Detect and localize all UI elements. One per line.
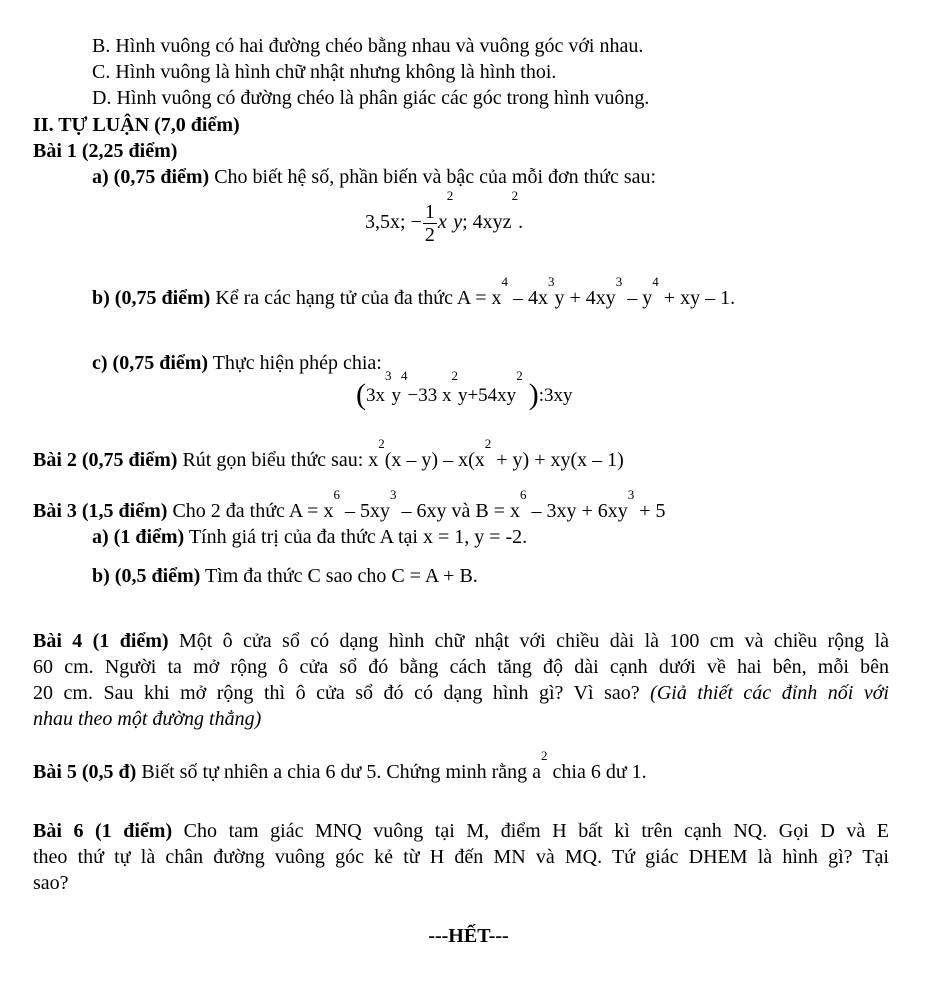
- t: 20 cm. Sau khi mở rộng thì ô cửa sổ đó có dạng hình gì? Vì sao?: [33, 682, 651, 704]
- bai6-line3: sao?: [33, 872, 69, 894]
- choice-d: D. Hình vuông có đường chéo là phân giác các góc trong hình vuông.: [92, 87, 650, 109]
- bai1-b: [92, 274, 736, 310]
- bai2: [33, 436, 624, 472]
- bai3: [33, 487, 666, 523]
- bai1-a-text: Cho biết hệ số, phần biến và bậc của mỗi đơn thức sau:: [209, 166, 657, 188]
- t: – y: [622, 287, 653, 309]
- exp: 6: [333, 487, 340, 502]
- choice-c: C. Hình vuông là hình chữ nhật nhưng không là hình thoi.: [92, 61, 557, 83]
- fraction-den: 2: [424, 223, 435, 246]
- bai5: [33, 748, 647, 784]
- bai6-line1: [33, 819, 889, 843]
- bai3-b-label: b) (0,5 điểm): [92, 565, 201, 587]
- exp: 2: [378, 436, 385, 451]
- t: −33 x: [407, 385, 452, 406]
- t: Rút gọn biểu thức sau: x: [177, 449, 379, 471]
- bai3-a-label: a) (1 điểm): [92, 526, 185, 548]
- exp: 2: [511, 188, 519, 203]
- t: y+54xy: [457, 385, 517, 406]
- bai3-a: [92, 525, 527, 549]
- formula-part: x: [437, 211, 447, 233]
- exp: 4: [652, 274, 659, 289]
- bai1-b-label: b) (0,75 điểm): [92, 287, 211, 309]
- section-title: II. TỰ LUẬN (7,0 điểm): [33, 114, 240, 136]
- bai6-label: Bài 6 (1 điểm): [33, 820, 173, 842]
- exp: 4: [401, 368, 408, 383]
- exp: 2: [446, 188, 454, 203]
- t: (x – y) – x(x: [384, 449, 485, 471]
- t: Tính giá trị của đa thức A tại x = 1, y = -2.: [184, 526, 528, 548]
- t: – 5xy: [339, 500, 390, 522]
- bai4-line4: nhau theo một đường thẳng): [33, 708, 262, 730]
- bai1-c-label: c) (0,75 điểm): [92, 352, 209, 374]
- bai1-a-formula: 3,5x; − $\frac{1}{2}$ $x^2y$; 4xyz$^2$.: [365, 188, 524, 246]
- bai3-b: [92, 564, 478, 588]
- t: – 6xy và B = x: [396, 500, 520, 522]
- fraction-num: 1: [424, 200, 435, 223]
- bai5-label: Bài 5 (0,5 đ): [33, 761, 137, 783]
- choice-b: B. Hình vuông có hai đường chéo bằng nhau và vuông góc với nhau.: [92, 35, 644, 57]
- formula-part: 3,5x; −: [365, 211, 422, 233]
- exp: 6: [519, 487, 527, 502]
- bai1-c: [92, 351, 382, 375]
- exp: 2: [484, 436, 492, 451]
- bai4-label: Bài 4 (1 điểm): [33, 630, 169, 652]
- t: :3xy: [538, 385, 573, 406]
- t: Một ô cửa sổ có dạng hình chữ nhật với chiều dài là 100 cm và chiều rộng là: [168, 630, 890, 652]
- t: – 4x: [508, 287, 549, 309]
- fraction: [423, 201, 437, 246]
- bai4-line3: [33, 681, 889, 705]
- bai4-line2: 60 cm. Người ta mở rộng ô cửa sổ đó bằng cách tăng độ dài cạnh dưới về hai bên, mỗi bên: [33, 656, 889, 678]
- t: + y) + xy(x – 1): [491, 449, 624, 471]
- t: – 3xy + 6xy: [526, 500, 628, 522]
- exp: 2: [516, 368, 523, 383]
- bai2-label: Bài 2 (0,75 điểm): [33, 449, 178, 471]
- exp: 3: [615, 274, 623, 289]
- t: Biết số tự nhiên a chia 6 dư 5. Chứng minh rằng a: [136, 761, 542, 783]
- t: + xy – 1.: [658, 287, 736, 309]
- bai6-line2: theo thứ tự là chân đường vuông góc kẻ từ H đến MN và MQ. Tứ giác DHEM là hình gì? Tại: [33, 846, 889, 868]
- end-marker: ---HẾT---: [428, 925, 509, 947]
- bai1-title: Bài 1 (2,25 điểm): [33, 140, 178, 162]
- t: Cho tam giác MNQ vuông tại M, điểm H bất kì trên cạnh NQ. Gọi D và E: [172, 820, 890, 842]
- t: y + 4xy: [554, 287, 616, 309]
- t: Cho 2 đa thức A = x: [167, 500, 334, 522]
- bai1-c-formula: ($3x^3y^4-33$ $x^2y+54xy^2$ ):3xy: [356, 368, 573, 411]
- t: Tìm đa thức C sao cho C = A + B.: [200, 565, 478, 587]
- exp: 2: [541, 748, 548, 763]
- t: (Giả thiết các đỉnh nối với: [650, 682, 889, 704]
- t: Kể ra các hạng tử của đa thức A = x: [210, 287, 502, 309]
- t: 3x: [366, 385, 385, 406]
- exp: 3: [389, 487, 397, 502]
- exp: 3: [627, 487, 635, 502]
- bai3-label: Bài 3 (1,5 điểm): [33, 500, 168, 522]
- bai1-a: [92, 165, 656, 189]
- t: Thực hiện phép chia:: [208, 352, 382, 374]
- exp: 3: [385, 368, 392, 383]
- exp: 4: [501, 274, 509, 289]
- t: y: [391, 385, 401, 406]
- t: chia 6 dư 1.: [547, 761, 647, 783]
- t: + 5: [634, 500, 666, 522]
- bai1-a-label: a) (0,75 điểm): [92, 166, 210, 188]
- exp: 2: [451, 368, 458, 383]
- exp: 3: [548, 274, 555, 289]
- bai4-line1: [33, 629, 889, 653]
